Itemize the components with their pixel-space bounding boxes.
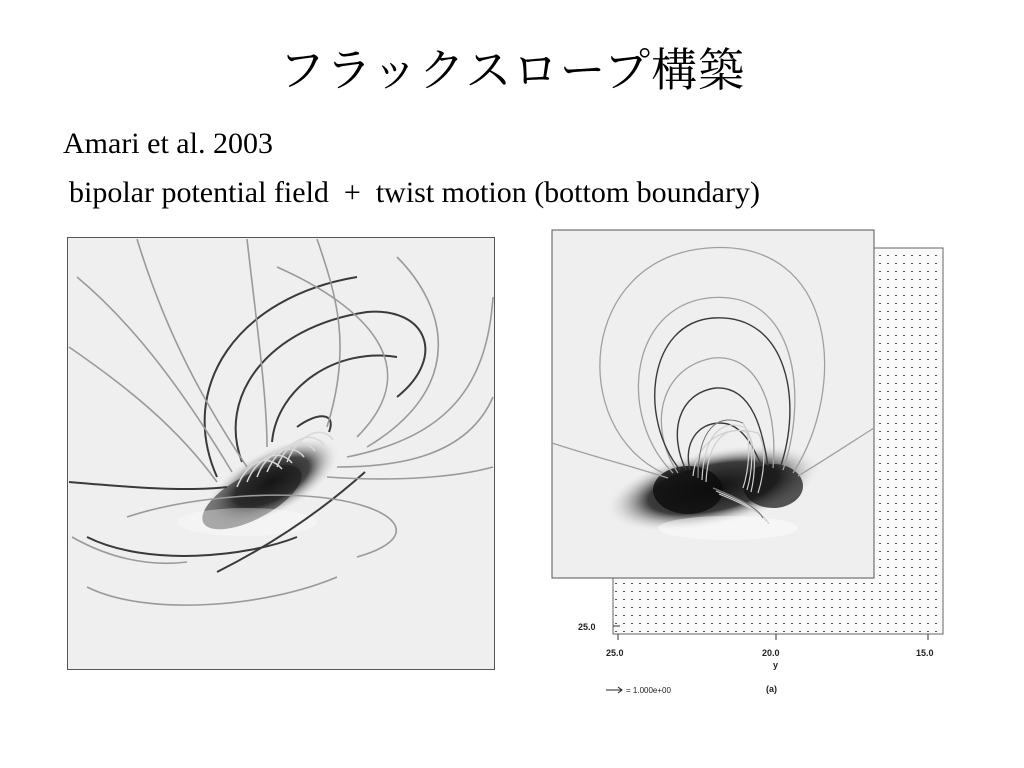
- right-flux-rope-figure: [548, 228, 948, 708]
- slide-title: フラックスロープ構築: [278, 43, 746, 97]
- x-tick-20: 20.0: [762, 648, 780, 658]
- left-field-line-figure: [67, 237, 495, 670]
- vector-scale-label: = 1.000e+00: [626, 686, 671, 695]
- panel-label: (a): [766, 684, 777, 694]
- x-tick-15: 15.0: [916, 648, 934, 658]
- x-axis-label: y: [773, 660, 779, 670]
- citation: Amari et al. 2003: [63, 127, 273, 160]
- x-tick-25: 25.0: [606, 648, 624, 658]
- vector-scale-arrow-icon: [606, 687, 622, 693]
- subtitle: bipolar potential field + twist motion (bottom boundary): [69, 176, 760, 209]
- y-tick-25: 25.0: [578, 622, 596, 632]
